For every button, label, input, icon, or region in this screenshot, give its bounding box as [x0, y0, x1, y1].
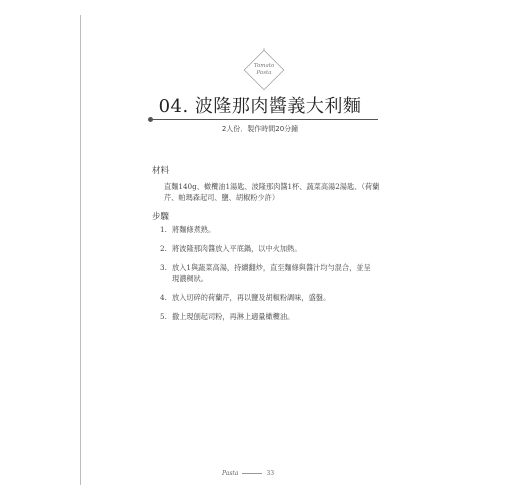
steps-list — [160, 224, 390, 330]
step-line: 放入1與蔬菜高湯，持續翻炒，直至麵條與醬汁均勻混合，並呈 — [172, 263, 371, 272]
recipe-title: 04. 波隆那肉醬義大利麵 — [158, 96, 362, 117]
step-line: 現濃稠狀。 — [172, 274, 208, 283]
badge-line-2: Pasta — [256, 70, 272, 76]
step-number: 3. — [160, 263, 167, 272]
step-line: 放入切碎的荷蘭芹，再以鹽及胡椒粉調味，盛盤。 — [172, 293, 331, 302]
page-footer — [222, 470, 274, 477]
servings-time: 2人份．製作時間20分鐘 — [221, 125, 299, 133]
page-margin-line — [80, 15, 81, 485]
step-text — [172, 292, 390, 303]
step-number: 4. — [160, 293, 167, 302]
step-text — [172, 311, 390, 322]
step-text — [172, 243, 390, 254]
footer-dash — [242, 473, 262, 474]
ingredients-heading: 材料 — [152, 166, 170, 176]
list-item — [160, 292, 390, 303]
ingredients-line-1: 直麵140g、橄欖油1湯匙、波隆那肉醬1杯、蔬菜高湯2湯匙、（荷蘭 — [164, 182, 380, 191]
step-number: 1. — [160, 225, 167, 234]
tomato-pasta-badge — [242, 48, 286, 92]
title-rule — [152, 119, 378, 120]
list-item — [160, 224, 390, 235]
steps-heading: 步驟 — [152, 212, 170, 222]
step-line: 將麵條煮熟。 — [172, 225, 216, 234]
badge-line-1: Tomato — [253, 63, 275, 69]
list-item — [160, 243, 390, 254]
page-number: 33 — [266, 470, 275, 477]
step-line: 將波隆那肉醬放入平底鍋，以中火加熱。 — [172, 244, 302, 253]
list-item — [160, 311, 390, 322]
step-text — [172, 262, 390, 284]
step-number: 2. — [160, 244, 167, 253]
ingredients-line-2: 芹、帕瑪森起司、鹽、胡椒粉少許） — [164, 193, 280, 202]
step-text — [172, 224, 390, 235]
ingredients-text — [164, 181, 382, 203]
list-item — [160, 262, 390, 284]
footer-label: Pasta — [222, 470, 239, 477]
step-number: 5. — [160, 312, 167, 321]
step-line: 撒上現刨起司粉，再淋上適量橄欖油。 — [172, 312, 295, 321]
